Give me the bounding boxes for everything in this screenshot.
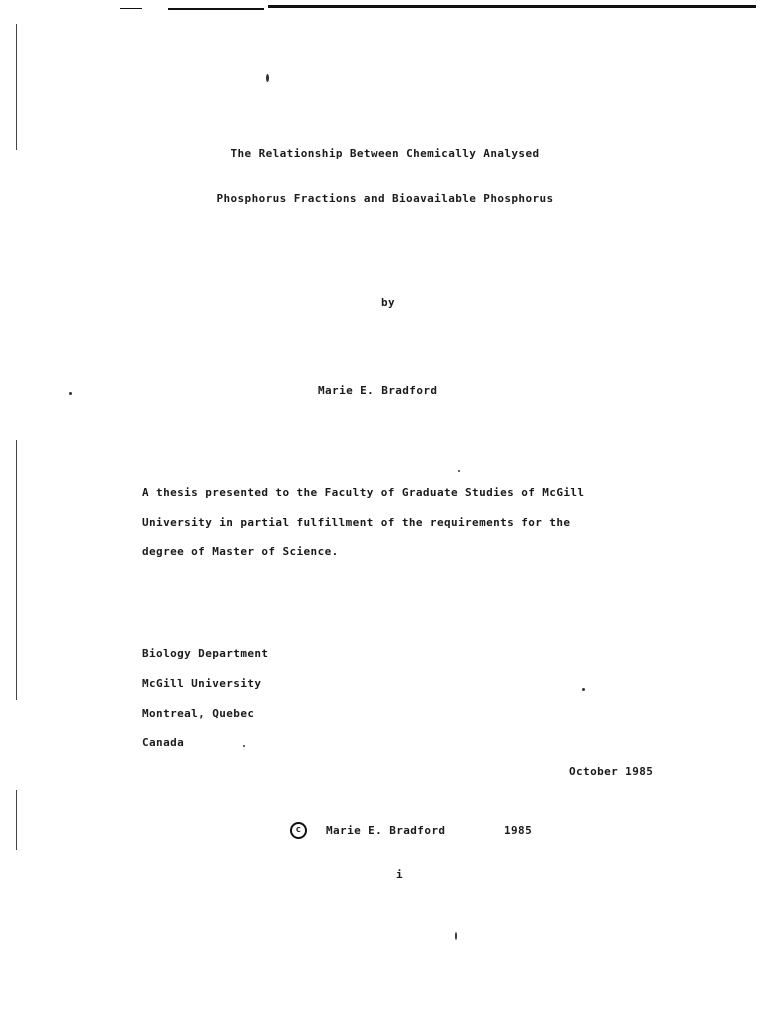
- address-university: McGill University: [142, 677, 262, 690]
- thesis-statement-line-2: University in partial fulfillment of the requirements for the: [142, 516, 571, 529]
- page-number: i: [396, 868, 404, 881]
- submission-date: October 1985: [569, 765, 654, 778]
- address-country: Canada: [142, 736, 185, 749]
- scan-artifact-top-rule: [268, 5, 756, 8]
- scan-artifact-left-edge: [16, 24, 17, 150]
- scan-artifact-speck: [455, 932, 457, 940]
- scan-artifact-speck: [582, 688, 585, 691]
- address-city: Montreal, Quebec: [142, 707, 255, 720]
- author-name: Marie E. Bradford: [318, 384, 438, 397]
- scan-artifact-speck: [69, 392, 72, 395]
- scan-artifact-speck: [266, 74, 269, 82]
- copyright-icon: c: [290, 822, 307, 839]
- scan-artifact-speck: [243, 745, 245, 747]
- address-department: Biology Department: [142, 647, 269, 660]
- copyright-holder: Marie E. Bradford: [326, 824, 446, 837]
- scan-artifact-top-rule: [168, 8, 264, 10]
- thesis-title-line-1: The Relationship Between Chemically Analysed: [230, 147, 540, 160]
- copyright-year: 1985: [504, 824, 533, 837]
- scan-artifact-speck: [458, 470, 460, 472]
- thesis-title-line-2: Phosphorus Fractions and Bioavailable Phosphorus: [216, 192, 554, 205]
- thesis-statement-line-1: A thesis presented to the Faculty of Graduate Studies of McGill: [142, 486, 585, 499]
- byline-word: by: [381, 296, 396, 309]
- scan-artifact-left-edge: [16, 440, 17, 700]
- scan-artifact-left-edge: [16, 790, 17, 850]
- scan-artifact-top-rule: [120, 8, 142, 9]
- thesis-statement-line-3: degree of Master of Science.: [142, 545, 339, 558]
